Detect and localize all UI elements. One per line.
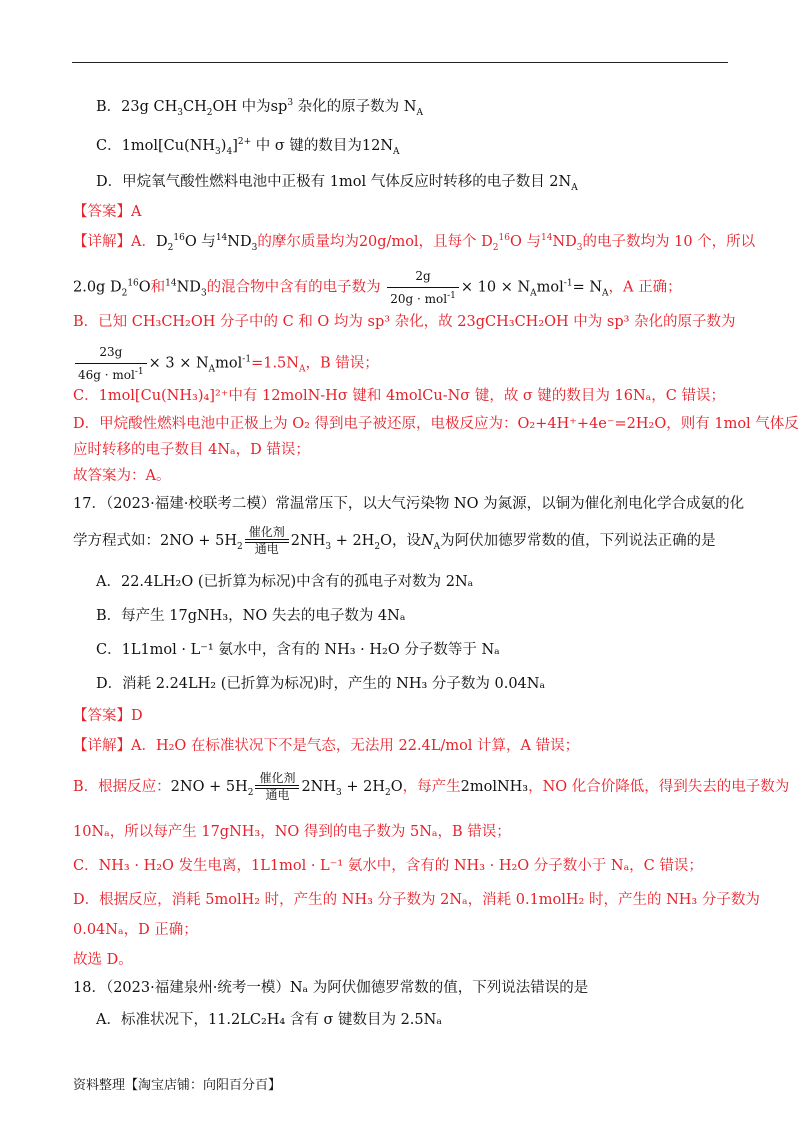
detail-17-line2: B．根据反应：$2NO + 5H_2$ 催化剂 通电 $2NH_3 + 2H_2O$，每产生2molNH₃，NO 化合价降低，得到失去的电子数为 (73, 771, 790, 802)
q18-stem: 18．（2023·福建泉州·统考一模）Nₐ 为阿伏伽德罗常数的值，下列说法错误的是 (73, 980, 589, 996)
q17-stem-line2: 学方程式如：$2NO + 5H_2$ 催化剂 通电 $2NH_3 + 2H_2O$，设$N_A$为阿伏加德罗常数的值，下列说法正确的是 (73, 525, 716, 556)
detail-17-line1: 【详解】A．H₂O 在标准状况下不是气态，无法用 22.4L/mol 计算，A 错误； (73, 738, 580, 754)
detail-1-line5: C．1mol[Cu(NH₃)₄]²⁺中有 12molN-Hσ 键和 4molCu-Nσ 键，故 σ 键的数目为 16Nₐ，C 错误； (73, 388, 725, 404)
option-b: B．23g $CH_3CH_2OH$ 中为$sp^3$ 杂化的原子数为 $N_A$ (96, 98, 423, 118)
detail-1-line3: B．已知 CH₃CH₂OH 分子中的 C 和 O 均为 sp³ 杂化，故 23gCH₃CH₂OH 中为 sp³ 杂化的原子数为 (73, 314, 736, 330)
detail-1-line1: 【详解】A．$D_2^{16}O$ 与$^{14}ND_3$的摩尔质量均为20g/mol，且每个 $D_2^{16}O$ 与$^{14}ND_3$的电子数均为 10 个，所以 (73, 233, 756, 253)
q18-option-a: A．标准状况下，11.2LC₂H₄ 含有 σ 键数目为 2.5Nₐ (96, 1012, 442, 1028)
detail-17-line3: 10Nₐ，所以每产生 17gNH₃，NO 得到的电子数为 5Nₐ，B 错误； (73, 824, 511, 840)
option-c: C．$1mol[Cu(NH_3)_4]^{2+}$ 中 σ 键的数目为$12N_A$ (96, 137, 400, 157)
detail-1-line4: $\frac{23g}{46g \cdot mol^{-1}}$ × $3 \times N_Amol^{-1}=1.5N_A$，B 错误； (73, 342, 379, 385)
q17-option-d: D．消耗 2.24LH₂ (已折算为标况)时，产生的 NH₃ 分子数为 0.04Nₐ (96, 676, 546, 692)
detail-17-line5: D．根据反应，消耗 5molH₂ 时，产生的 NH₃ 分子数为 2Nₐ，消耗 0.1molH₂ 时，产生的 NH₃ 分子数为 (73, 892, 760, 908)
detail-1-line8: 故答案为：A。 (73, 468, 171, 484)
q17-option-c: C．1L1mol · L⁻¹ 氨水中，含有的 NH₃ · H₂O 分子数等于 Nₐ (96, 642, 500, 658)
detail-1-line7: 应时转移的电子数目 4Nₐ，D 错误； (73, 442, 310, 458)
answer-1: 【答案】A (73, 204, 142, 220)
q17-stem-line1: 17．（2023·福建·校联考二模）常温常压下，以大气污染物 NO 为氮源，以铜为催化剂电化学合成氨的化 (73, 496, 745, 512)
fraction-23g: $\frac{23g}{46g \cdot mol^{-1}}$ (75, 342, 147, 385)
detail-17-line7: 故选 D。 (73, 952, 133, 968)
footer-source: 资料整理【淘宝店铺：向阳百分百】 (73, 1078, 282, 1093)
option-d: D．甲烷氧气酸性燃料电池中正极有 1mol 气体反应时转移的电子数目 $2N_A$ (96, 174, 578, 193)
header-rule (72, 62, 728, 63)
detail-17-line4: C．NH₃ · H₂O 发生电离，1L1mol · L⁻¹ 氨水中，含有的 NH₃ · H₂O 分子数小于 Nₐ，C 错误； (73, 858, 703, 874)
catalyst-arrow: 催化剂 通电 (245, 526, 289, 556)
detail-1-line6: D．甲烷酸性燃料电池中正极上为 O₂ 得到电子被还原，电极反应为：O₂+4H⁺+4e⁻=2H₂O，则有 1mol 气体反 (73, 416, 799, 432)
q17-option-a: A．22.4LH₂O (已折算为标况)中含有的孤电子对数为 2Nₐ (96, 574, 474, 590)
q17-option-b: B．每产生 17gNH₃，NO 失去的电子数为 4Nₐ (96, 608, 406, 624)
answer-17: 【答案】D (73, 708, 143, 724)
detail-17-line6: 0.04Nₐ，D 正确； (73, 922, 198, 938)
detail-1-line2: 2.0g $D_2^{16}O$和$^{14}ND_3$的混合物中含有的电子数为 $\frac{2g}{20g \cdot mol^{-1}}$ × $10 \times N_Amol^{-1}= N_A$，A 正确； (73, 266, 682, 309)
fraction-2g: $\frac{2g}{20g \cdot mol^{-1}}$ (387, 266, 459, 309)
